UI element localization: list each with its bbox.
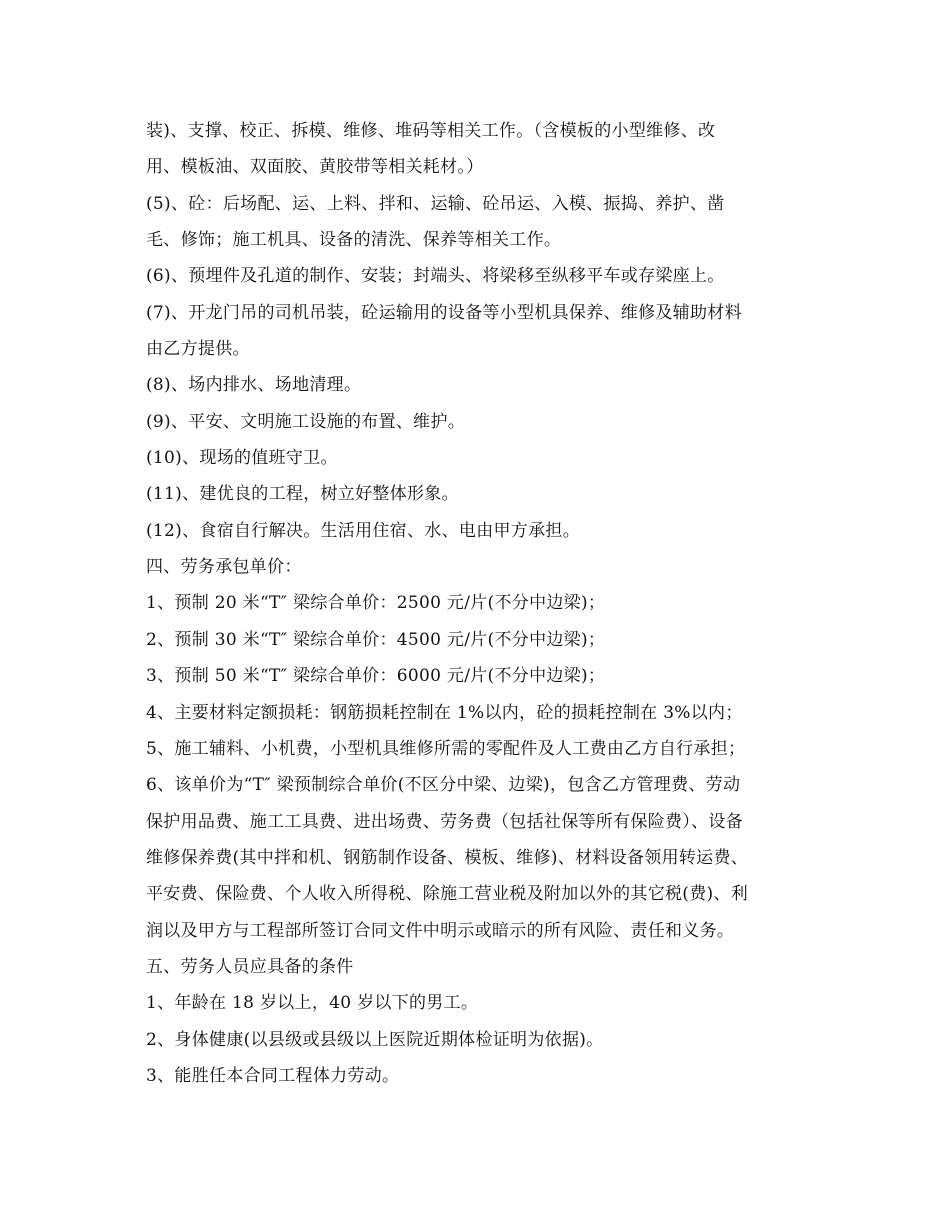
text-line: (6)、预埋件及孔道的制作、安装；封端头、将梁移至纵移平车或存梁座上。 (146, 266, 725, 287)
text-line: 润以及甲方与工程部所签订合同文件中明示或暗示的所有风险、责任和义务。 (146, 920, 735, 941)
text-line: 5、施工辅料、小机费，小型机具维修所需的零配件及人工费由乙方自行承担； (146, 738, 746, 759)
text-line: 维修保养费(其中拌和机、钢筋制作设备、模板、维修)、材料设备领用转运费、 (146, 847, 749, 868)
text-line: 装)、支撑、校正、拆模、维修、堆码等相关工作。（含模板的小型维修、改 (146, 121, 716, 141)
text-line: 1、年龄在 18 岁以上，40 岁以下的男工。 (146, 993, 479, 1014)
text-line: (12)、食宿自行解决。生活用住宿、水、电由甲方承担。 (146, 520, 580, 541)
text-line: 用、模板油、双面胶、黄胶带等相关耗材。） (146, 157, 484, 178)
text-line: 毛、修饰；施工机具、设备的清洗、保养等相关工作。 (146, 230, 562, 251)
text-line: 保护用品费、施工工具费、进出场费、劳务费（包括社保等所有保险费）、设备 (146, 811, 743, 832)
text-line: 3、能胜任本合同工程体力劳动。 (146, 1065, 400, 1086)
text-line: 2、预制 30 米“T″ 梁综合单价：4500 元/片(不分中边梁)； (146, 629, 606, 650)
text-line: 3、预制 50 米“T″ 梁综合单价：6000 元/片(不分中边梁)； (146, 666, 606, 687)
text-line: (8)、场内排水、场地清理。 (146, 375, 362, 396)
text-line: 平安费、保险费、个人收入所得税、除施工营业税及附加以外的其它税(费)、利 (146, 884, 749, 905)
section-heading: 四、劳务承包单价： (146, 557, 302, 578)
text-line: (5)、砼：后场配、运、上料、拌和、运输、砼吊运、入模、振捣、养护、凿 (146, 193, 725, 214)
text-line: (7)、开龙门吊的司机吊装，砼运输用的设备等小型机具保养、维修及辅助材料 (146, 302, 742, 323)
text-line: 2、身体健康(以县级或县级以上医院近期体检证明为依据)。 (146, 1029, 604, 1050)
text-line: (9)、平安、文明施工设施的布置、维护。 (146, 411, 466, 432)
text-line: 6、该单价为“T″ 梁预制综合单价(不区分中梁、边梁)，包含乙方管理费、劳动 (146, 775, 741, 796)
text-line: (11)、建优良的工程，树立好整体形象。 (146, 484, 459, 505)
text-line: 由乙方提供。 (146, 339, 250, 360)
text-line: 4、主要材料定额损耗：钢筋损耗控制在 1%以内，砼的损耗控制在 3%以内； (146, 702, 743, 723)
section-heading: 五、劳务人员应具备的条件 (146, 956, 354, 977)
text-line: (10)、现场的值班守卫。 (146, 448, 338, 469)
document-body (146, 113, 816, 1094)
text-line: 1、预制 20 米“T″ 梁综合单价：2500 元/片(不分中边梁)； (146, 593, 606, 614)
